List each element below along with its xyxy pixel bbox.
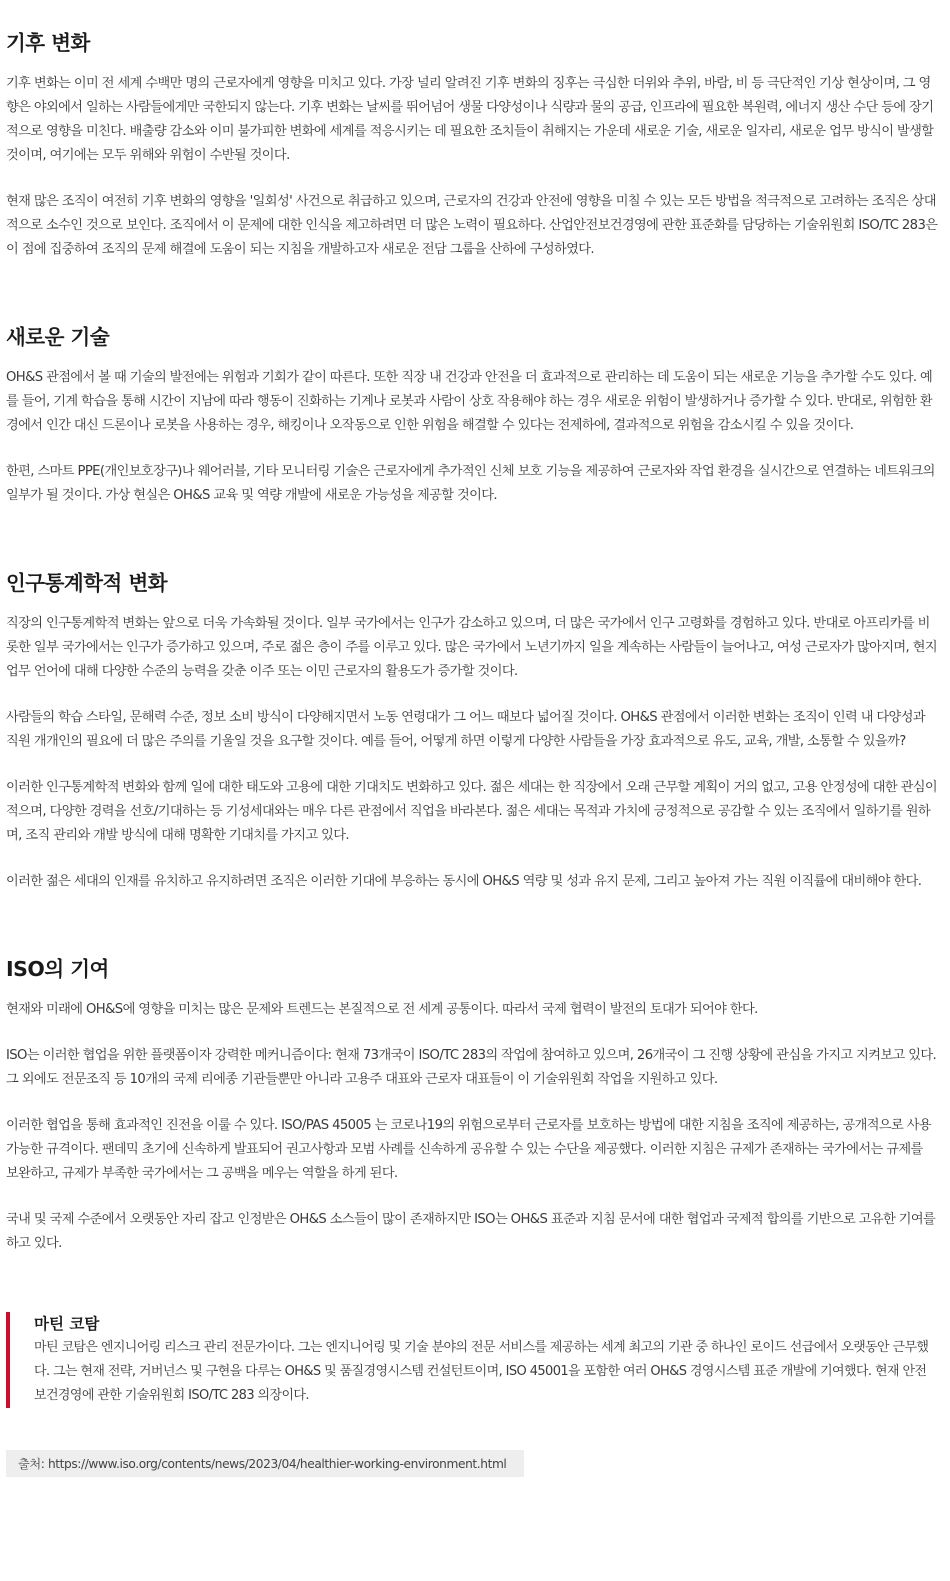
section-title: 인구통계학적 변화 [6,571,168,595]
paragraph: ISO는 이러한 협업을 위한 플랫폼이자 강력한 메커니즘이다: 현재 73개국이 ISO/TC 283의 작업에 참여하고 있으며, 26개국이 그 진행 상황에 관심을 가지고 지켜보고 있다. 그 외에도 전문조직 등 10개의 국제 리에종 기관들뿐만 아니라 고용주 대표와 근로자 대표들이 이 기술위원회 작업을 지원하고 있다. [6,1048,937,1087]
paragraph: 현재와 미래에 OH&S에 영향을 미치는 많은 문제와 트렌드는 본질적으로 전 세계 공통이다. 따라서 국제 협력이 발전의 토대가 되어야 한다. [6,1002,758,1017]
section-title: ISO의 기여 [6,957,109,981]
paragraph: 이러한 인구통계학적 변화와 함께 일에 대한 태도와 고용에 대한 기대치도 변화하고 있다. 젊은 세대는 한 직장에서 오래 근무할 계획이 거의 없고, 고용 안정성에 대한 관심이 적으며, 다양한 경력을 선호/기대하는 등 기성세대와는 매우 다른 관점에서 직업을 바라본다. 젊은 세대는 목적과 가치에 긍정적으로 공감할 수 있는 조직에서 일하기를 원하며, 조직 관리와 개발 방식에 대해 명확한 기대치를 가지고 있다. [6,780,937,843]
paragraph: 사람들의 학습 스타일, 문해력 수준, 정보 소비 방식이 다양해지면서 노동 연령대가 그 어느 때보다 넓어질 것이다. OH&S 관점에서 이러한 변화는 조직이 인력 내 다양성과 직원 개개인의 필요에 더 많은 주의를 기울일 것을 요구할 것이다. 예를 들어, 어떻게 하면 이렇게 다양한 사람들을 가장 효과적으로 유도, 교육, 개발, 소통할 수 있을까? [6,710,925,749]
paragraph: 기후 변화는 이미 전 세계 수백만 명의 근로자에게 영향을 미치고 있다. 가장 널리 알려진 기후 변화의 징후는 극심한 더위와 추위, 바람, 비 등 극단적인 기상 현상이며, 그 영향은 야외에서 일하는 사람들에게만 국한되지 않는다. 기후 변화는 날씨를 뛰어넘어 생물 다양성이나 식량과 물의 공급, 인프라에 필요한 복원력, 에너지 생산 수단 등에 장기적으로 영향을 미친다. 배출량 감소와 이미 불가피한 변화에 세계를 적응시키는 데 필요한 조치들이 취해지는 가운데 새로운 기술, 새로운 일자리, 새로운 업무 방식이 발생할 것이며, 여기에는 모두 위해와 위험이 수반될 것이다. [6,76,934,163]
author-name: 마틴 코탐 [34,1315,100,1333]
author-box [6,1312,938,1408]
paragraph: 한편, 스마트 PPE(개인보호장구)나 웨어러블, 기타 모니터링 기술은 근로자에게 추가적인 신체 보호 기능을 제공하여 근로자와 작업 환경을 실시간으로 연결하는 네트워크의 일부가 될 것이다. 가상 현실은 OH&S 교육 및 역량 개발에 새로운 가능성을 제공할 것이다. [6,464,935,503]
section-climate-change [6,26,938,262]
source-url[interactable]: https://www.iso.org/contents/news/2023/04/healthier-working-environment.html [47,1457,507,1471]
paragraph: 이러한 협업을 통해 효과적인 진전을 이룰 수 있다. ISO/PAS 45005 는 코로나19의 위험으로부터 근로자를 보호하는 방법에 대한 지침을 조직에 제공하는, 공개적으로 사용 가능한 규격이다. 팬데믹 초기에 신속하게 발표되어 권고사항과 모범 사례를 신속하게 공유할 수 있는 수단을 제공했다. 이러한 지침은 규제가 존재하는 국가에서는 규제를 보완하고, 규제가 부족한 국가에서는 그 공백을 메우는 역할을 하게 된다. [6,1118,932,1181]
section-iso-contribution [6,952,938,1256]
section-new-technology [6,320,938,508]
paragraph: 직장의 인구통계학적 변화는 앞으로 더욱 가속화될 것이다. 일부 국가에서는 인구가 감소하고 있으며, 더 많은 국가에서 인구 고령화를 경험하고 있다. 반대로 아프리카를 비롯한 일부 국가에서는 인구가 증가하고 있으며, 주로 젊은 층이 주를 이루고 있다. 많은 국가에서 노년기까지 일을 계속하는 사람들이 늘어나고, 여성 근로자가 많아지며, 현지 업무 언어에 대해 다양한 수준의 능력을 갖춘 이주 또는 이민 근로자의 활용도가 증가할 것이다. [6,616,937,679]
paragraph: 국내 및 국제 수준에서 오랫동안 자리 잡고 인정받은 OH&S 소스들이 많이 존재하지만 ISO는 OH&S 표준과 지침 문서에 대한 협업과 국제적 합의를 기반으로 고유한 기여를 하고 있다. [6,1212,936,1251]
source-citation [6,1450,524,1477]
paragraph: OH&S 관점에서 볼 때 기술의 발전에는 위험과 기회가 같이 따른다. 또한 직장 내 건강과 안전을 더 효과적으로 관리하는 데 도움이 되는 새로운 기능을 추가할 수도 있다. 예를 들어, 기계 학습을 통해 시간이 지남에 따라 행동이 진화하는 기계나 로봇과 사람이 상호 작용해야 하는 경우 새로운 위험이 발생하거나 증가할 수 있다. 반대로, 위험한 환경에서 인간 대신 드론이나 로봇을 사용하는 경우, 해킹이나 오작동으로 인한 위험을 해결할 수 있다는 전제하에, 결과적으로 위험을 감소시킬 수 있을 것이다. [6,370,933,433]
author-bio: 마틴 코탐은 엔지니어링 리스크 관리 전문가이다. 그는 엔지니어링 및 기술 분야의 전문 서비스를 제공하는 세계 최고의 기관 중 하나인 로이드 선급에서 오랫동안 근무했다. 그는 현재 전략, 거버넌스 및 구현을 다루는 OH&S 및 품질경영시스템 컨설턴트이며, ISO 45001을 포함한 여러 OH&S 경영시스템 표준 개발에 기여했다. 현재 안전보건경영에 관한 기술위원회 ISO/TC 283 의장이다. [34,1340,929,1403]
source-label: 출처: [18,1457,45,1471]
section-title: 새로운 기술 [6,325,110,349]
section-title: 기후 변화 [6,31,90,55]
paragraph: 현재 많은 조직이 여전히 기후 변화의 영향을 '일회성' 사건으로 취급하고 있으며, 근로자의 건강과 안전에 영향을 미칠 수 있는 모든 방법을 적극적으로 고려하는 조직은 상대적으로 소수인 것으로 보인다. 조직에서 이 문제에 대한 인식을 제고하려면 더 많은 노력이 필요하다. 산업안전보건경영에 관한 표준화를 담당하는 기술위원회 ISO/TC 283은 이 점에 집중하여 조직의 문제 해결에 도움이 되는 지침을 개발하고자 새로운 전담 그룹을 산하에 구성하였다. [6,194,938,257]
section-demographic-change [6,566,938,894]
paragraph: 이러한 젊은 세대의 인재를 유치하고 유지하려면 조직은 이러한 기대에 부응하는 동시에 OH&S 역량 및 성과 유지 문제, 그리고 높아져 가는 직원 이직률에 대비해야 한다. [6,874,922,889]
